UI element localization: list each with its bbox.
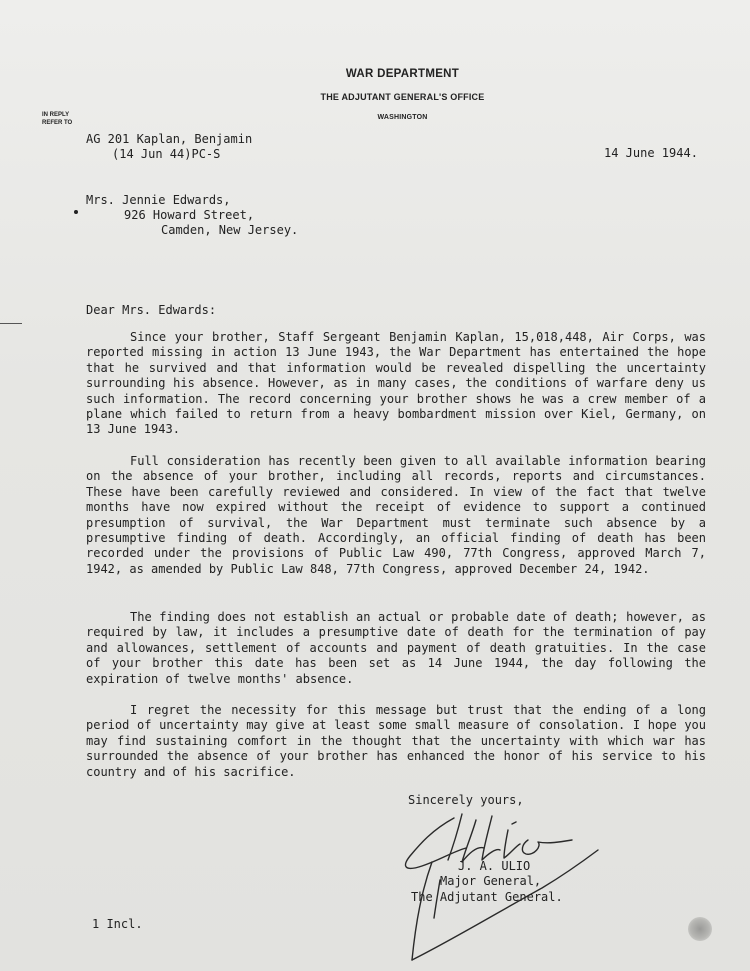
signatory-rank: Major General, bbox=[440, 874, 542, 888]
body-paragraph-2: Full consideration has recently been given to all available information bearing on the absence of your brother, including all records, reports and circumstances. These have been carefully reviewed and considered. In view of the fact that twelve months have now expired without the receipt of evidence to support a continued presumption of survival, the War Department must terminate such absence by a presumptive finding of death. Accordingly, an official finding of death has been recorded under the provisions of Public Law 490, 77th Congress, approved March 7, 1942, as amended by Public Law 848, 77th Congress, approved December 24, 1942. bbox=[86, 454, 706, 576]
reply-refer-label bbox=[42, 111, 72, 127]
body-paragraph-1: Since your brother, Staff Sergeant Benjamin Kaplan, 15,018,448, Air Corps, was reported missing in action 13 June 1943, the War Department has entertained the hope that he survived and that information would be revealed dispelling the uncertainty surrounding his absence. However, as in many cases, the conditions of warfare deny us such information. The record concerning your brother shows he was a crew member of a plane which failed to return from a heavy bombardment mission over Kiel, Germany, on 13 June 1943. bbox=[86, 330, 706, 437]
reply-line-2: REFER TO bbox=[42, 120, 73, 126]
letterhead-city: WASHINGTON bbox=[377, 114, 428, 121]
letterhead-department: WAR DEPARTMENT bbox=[345, 68, 460, 80]
enclosure-note: 1 Incl. bbox=[92, 917, 143, 931]
letter-date: 14 June 1944. bbox=[604, 146, 698, 160]
salutation: Dear Mrs. Edwards: bbox=[86, 303, 217, 317]
recipient-city: Camden, New Jersey. bbox=[161, 223, 299, 237]
reference-line-1: AG 201 Kaplan, Benjamin bbox=[86, 132, 253, 146]
body-paragraph-4: I regret the necessity for this message but trust that the ending of a long period of uncertainty may give at least some small measure of consolation. I hope you may find sustaining comfort in the thought that the uncertainty with which war has surrounded the absence of your brother has enhanced the honor of his service to his country and of his sacrifice. bbox=[86, 703, 706, 779]
signatory-name: J. A. ULIO bbox=[458, 859, 531, 873]
paper-stain bbox=[688, 917, 712, 941]
recipient-name: Mrs. Jennie Edwards, bbox=[86, 193, 231, 207]
signatory-title: The Adjutant General. bbox=[411, 890, 563, 904]
bullet-mark bbox=[74, 210, 78, 214]
letterhead-office: THE ADJUTANT GENERAL'S OFFICE bbox=[320, 92, 485, 102]
body-paragraph-3: The finding does not establish an actual or probable date of death; however, as required by law, it includes a presumptive date of death for the termination of pay and allowances, settlement of accounts and payment of death gratuities. In the case of your brother this date has been set as 14 June 1944, the day following the expiration of twelve months' absence. bbox=[86, 610, 706, 686]
reply-line-1: IN REPLY bbox=[42, 112, 70, 118]
reference-line-2: (14 Jun 44)PC-S bbox=[112, 147, 221, 161]
margin-mark bbox=[0, 323, 22, 324]
closing: Sincerely yours, bbox=[408, 793, 524, 807]
recipient-street: 926 Howard Street, bbox=[124, 208, 255, 222]
